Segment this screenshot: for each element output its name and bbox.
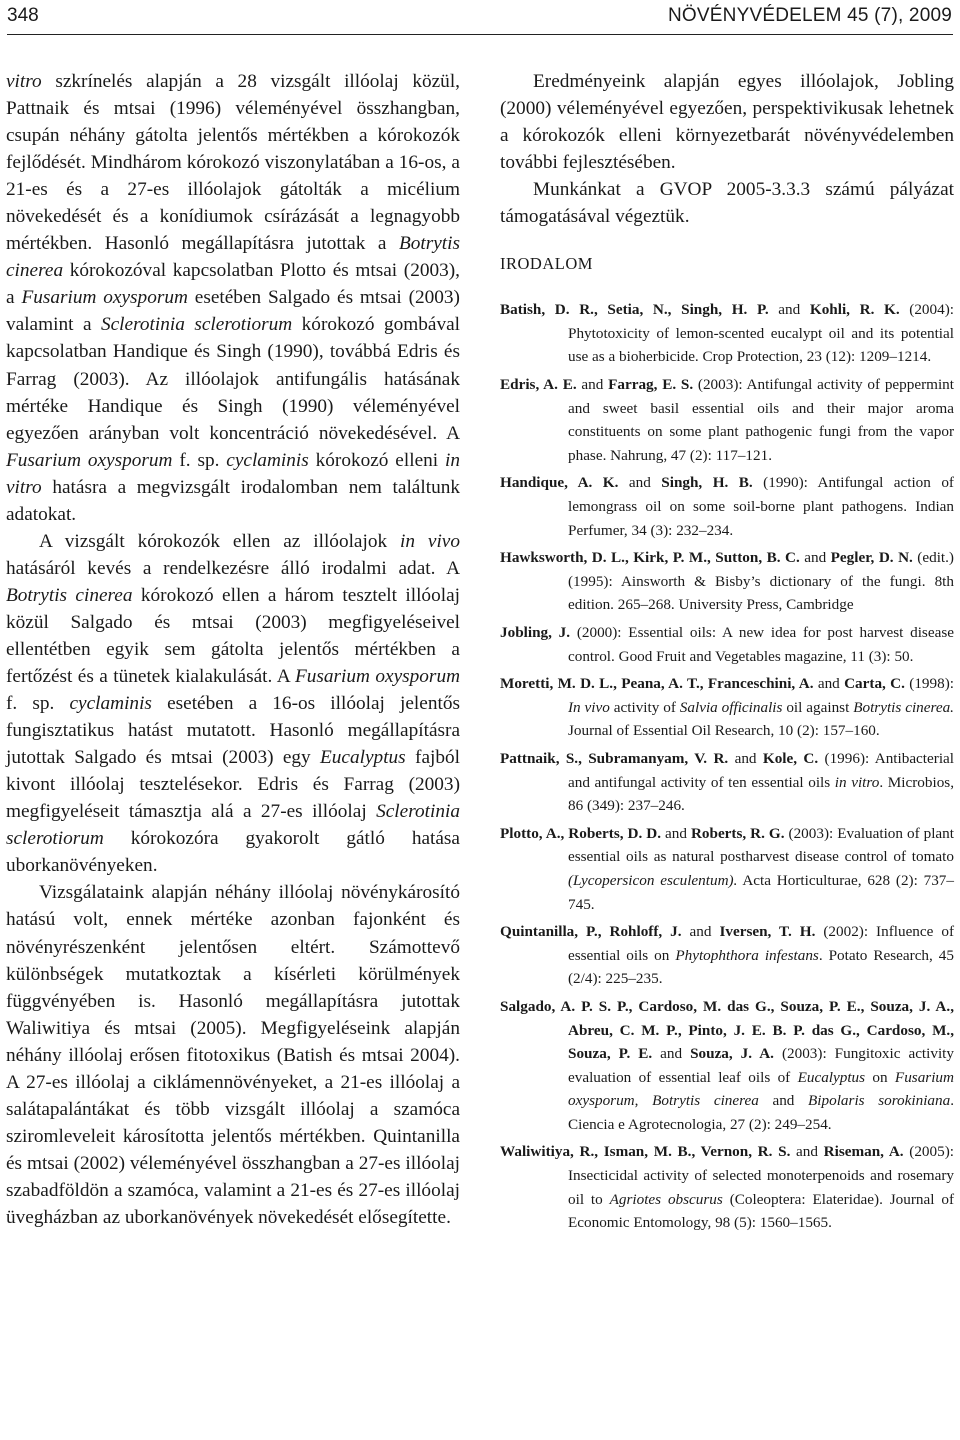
italic-term: Fusarium oxysporum	[294, 666, 461, 688]
author-names: Pegler, D. N.	[830, 549, 913, 567]
text-run: hatásáról kevés a rendelkezésre álló irodalmi adat. A	[6, 557, 460, 579]
reference-entry	[500, 471, 954, 542]
header-rule	[7, 34, 953, 35]
text-run: and	[661, 824, 691, 842]
author-names: Plotto, A., Roberts, D. D.	[500, 824, 662, 842]
italic-term: Fusarium oxysporum	[6, 449, 173, 471]
italic-term: Botrytis cinerea	[6, 584, 133, 606]
italic-term: Agriotes obscurus	[609, 1190, 723, 1208]
author-names: Waliwitiya, R., Isman, M. B., Vernon, R. S.	[500, 1143, 791, 1161]
text-run: and	[652, 1045, 691, 1063]
italic-term: Sclerotinia sclerotiorum	[100, 314, 293, 336]
text-run: . Potato Research, 45 (2/4): 225–235.	[568, 946, 954, 988]
italic-term: Sclerotinia sclerotiorum	[6, 801, 460, 850]
page-number: 348	[7, 5, 39, 26]
reference-entry	[500, 995, 954, 1137]
author-names: Iversen, T. H.	[719, 923, 816, 941]
text-run: (2000): Essential oils: A new idea for post harvest disease control. Good Fruit and Vegetables magazine, 11 (3): 50.	[568, 624, 954, 665]
author-names: Roberts, R. G.	[690, 824, 785, 842]
text-run: and	[790, 1143, 824, 1161]
text-run: f. sp.	[6, 693, 70, 715]
references-heading: IRODALOM	[500, 254, 593, 274]
text-run: Acta Horticulturae, 628 (2): 737–745.	[568, 871, 954, 913]
text-run: and	[813, 675, 845, 693]
italic-term: Salvia officinalis	[679, 698, 783, 716]
text-run: kórokozó gombával kapcsolatban Handique és Singh (1990), továbbá Edris és Farrag (2003). Az illóolajok antifungális hatásának mértéke Handique és Singh (1990) véleményével egyezően arányban volt koncentráció növekedésével. A	[6, 314, 460, 444]
text-run: (2003): Antifungal activity of peppermint and sweet basil essential oils and their major aroma constituents on some plant pathogenic fungi from the vapor phase. Nahrung, 47 (2): 117–121.	[568, 376, 954, 464]
reference-entry	[500, 747, 954, 818]
text-run: esetében Salgado és mtsai (2003) valamint a	[6, 287, 460, 336]
reference-entry	[500, 546, 954, 617]
reference-entry	[500, 298, 954, 369]
italic-term: in vivo	[400, 530, 460, 552]
author-names: Kole, C.	[762, 749, 819, 767]
author-names: Hawksworth, D. L., Kirk, P. M., Sutton, B. C.	[500, 549, 800, 567]
author-names: Batish, D. R., Setia, N., Singh, H. P.	[500, 301, 769, 319]
body-paragraph	[6, 879, 460, 1231]
italic-term: Phytophthora infestans	[675, 946, 819, 964]
text-run: (2002): Influence of essential oils on	[568, 923, 955, 964]
text-run: and	[576, 376, 609, 394]
text-run: and	[758, 1092, 809, 1110]
text-run: ,	[634, 1092, 653, 1110]
italic-term: Botrytis cinerea	[652, 1092, 759, 1110]
text-run: kórokozóval kapcsolatban Plotto és mtsai (2003), a	[6, 260, 460, 309]
text-run: (1996): Antibacterial and antifungal activity of ten essential oils	[568, 749, 954, 791]
text-run: A vizsgált kórokozók ellen az illóolajok	[39, 530, 401, 552]
author-names: Handique, A. K.	[500, 474, 619, 492]
italic-term: (Lycopersicon esculentum).	[568, 871, 738, 889]
text-run: (2004): Phytotoxicity of lemon-scented eucalypt oil and its potential use as a bioherbicide. Crop Protection, 23 (12): 1209–1214.	[568, 301, 954, 366]
text-run: (Coleoptera: Elateridae). Journal of Economic Entomology, 98 (5): 1560–1565.	[568, 1190, 954, 1232]
reference-entry	[500, 373, 954, 467]
author-names: Singh, H. B.	[661, 474, 753, 492]
text-run: and	[681, 923, 720, 941]
text-run: and	[618, 474, 662, 492]
italic-term: Bipolaris sorokiniana	[808, 1092, 951, 1110]
page-header	[0, 0, 960, 36]
text-run: . Ciencia e Agrotecnologia, 27 (2): 249–254.	[568, 1092, 955, 1133]
acknowledgement-paragraph: Munkánkat a GVOP 2005-3.3.3 számú pályázat támogatásával végeztük.	[500, 179, 954, 228]
text-run: Vizsgálataink alapján néhány illóolaj növénykárosító hatású volt, ennek mértéke azonban fajonként és növényrészenként jelentősen eltért. Számottevő különbségek mutatkoztak a kísérleti körülmények függvényében is. Hasonló megállapításra jutottak Waliwitiya és mtsai (2005). Megfigyeléseink alapján néhány illóolaj erősen fitotoxikus (Batish és mtsai 2004). A 27-es illóolaj a ciklámennövényeket, a 21-es illóolaj a salátapalántákat és több vizsgált illóolaj a szamóca sziromleveleit károsította jelentős mértékben. Quintanilla és mtsai (2002) véleményével összhangban a 27-es illóolaj szabadföldön a szamóca, valamint a 21-es és 27-es illóolaj üvegházban az uborkanövények növekedését elősegítette.	[6, 882, 460, 1228]
italic-term: Eucalyptus	[320, 747, 406, 769]
text-run: on	[865, 1068, 895, 1086]
italic-term: vitro	[6, 71, 42, 92]
text-run: and	[728, 749, 763, 767]
italic-term: Fusarium oxysporum	[21, 287, 188, 309]
reference-entry	[500, 672, 954, 743]
author-names: Jobling, J.	[500, 624, 571, 641]
italic-term: Eucalyptus	[797, 1068, 866, 1086]
text-run: . Microbios, 86 (349): 237–246.	[568, 773, 955, 815]
author-names: Riseman, A.	[823, 1143, 904, 1161]
reference-entry	[500, 920, 954, 991]
body-paragraph: Eredményeink alapján egyes illóolajok, Jobling (2000) véleményével egyezően, perspektivikusak lehetnek a kórokozók elleni környezetbarát növényvédelemben további fejlesztésében.	[500, 71, 954, 174]
italic-term: cyclaminis	[69, 693, 152, 715]
text-run: fajból kivont illóolaj tesztelésekor. Edris és Farrag (2003) megfigyeléseit támasztja alá a 27-es illóolaj	[6, 747, 460, 823]
body-paragraph	[6, 68, 460, 528]
text-run: kórokozó elleni	[308, 449, 445, 471]
reference-list	[500, 298, 954, 1235]
author-names: Salgado, A. P. S. P., Cardoso, M. das G., Souza, P. E., Souza, J. A., Abreu, C. M. P., Pinto, J. E. B. P. das G., Cardoso, M., Souza, P. E.	[500, 997, 954, 1063]
text-run: and	[799, 549, 831, 567]
reference-entry	[500, 621, 954, 668]
italic-term: Botrytis cinerea.	[853, 698, 954, 716]
italic-term: cyclaminis	[226, 449, 309, 471]
author-names: Moretti, M. D. L., Peana, A. T., Franceschini, A.	[500, 675, 814, 693]
text-run: (edit.) (1995): Ainsworth & Bisby’s dictionary of the fungi. 8th edition. 265–268. University Press, Cambridge	[568, 549, 954, 614]
text-run: esetében a 16-os illóolaj jelentős fungisztatikus hatást mutatott. Hasonló megállapításra jutottak Salgado és mtsai (2003) egy	[6, 693, 460, 769]
text-run: and	[768, 301, 810, 319]
author-names: Kohli, R. K.	[809, 301, 900, 319]
text-run: Journal of Essential Oil Research, 10 (2): 157–160.	[568, 722, 880, 740]
journal-title: NÖVÉNYVÉDELEM 45 (7), 2009	[668, 5, 952, 26]
text-run: (2003): Fungitoxic activity evaluation of essential leaf oils of	[568, 1045, 954, 1086]
author-names: Edris, A. E.	[500, 376, 577, 394]
text-run: kórokozóra gyakorolt gátló hatása uborkanövényeken.	[6, 828, 460, 877]
text-run: szkrínelés alapján a 28 vizsgált illóolaj közül, Pattnaik és mtsai (1996) véleményével összhangban, csupán néhány gátolta jelentős mértékben a kórokozók fejlődését. Mindhárom kórokozó viszonylatában a 16-os, a 21-es és a 27-es illóolajok gátolták a micélium növekedését és a konídiumok csírázását a legnagyobb mértékben. Hasonló megállapításra jutottak a	[6, 71, 460, 255]
reference-entry	[500, 1140, 954, 1234]
italic-term: in vitro	[6, 449, 460, 498]
text-run: f. sp.	[172, 449, 227, 471]
reference-entry	[500, 822, 954, 916]
italic-term: in vitro	[834, 773, 880, 791]
right-column	[500, 68, 954, 1239]
italic-term: In vivo	[568, 698, 610, 716]
text-run: hatásra a megvizsgált irodalomban nem találtunk adatokat.	[6, 476, 460, 525]
italic-term: Botrytis cinerea	[6, 233, 460, 282]
italic-term: Fusarium oxysporum	[568, 1068, 954, 1110]
author-names: Farrag, E. S.	[608, 376, 694, 394]
text-run: (1990): Antifungal action of lemongrass oil on some soil-borne plant pathogens. Indian Perfumer, 34 (3): 232–234.	[568, 474, 954, 539]
author-names: Souza, J. A.	[690, 1045, 774, 1063]
text-run: (2005): Insecticidal activity of selected monoterpenoids and rosemary oil to	[568, 1143, 954, 1208]
text-run: activity of	[609, 698, 680, 716]
text-run: oil against	[782, 698, 854, 716]
left-column	[6, 68, 460, 1231]
text-run: kórokozó ellen a három tesztelt illóolaj közül Salgado és mtsai (2003) megfigyeléseivel ellentétben egyik sem gátolta jelentős mértékben a fertőzést és a tünetek kialakulását. A	[6, 584, 460, 688]
author-names: Carta, C.	[844, 675, 905, 693]
author-names: Quintanilla, P., Rohloff, J.	[500, 923, 682, 941]
text-run: (2003): Evaluation of plant essential oils as natural postharvest disease control of tomato	[568, 824, 954, 866]
text-run: (1998):	[904, 675, 954, 693]
body-paragraph	[6, 528, 460, 880]
author-names: Pattnaik, S., Subramanyam, V. R.	[500, 749, 729, 767]
